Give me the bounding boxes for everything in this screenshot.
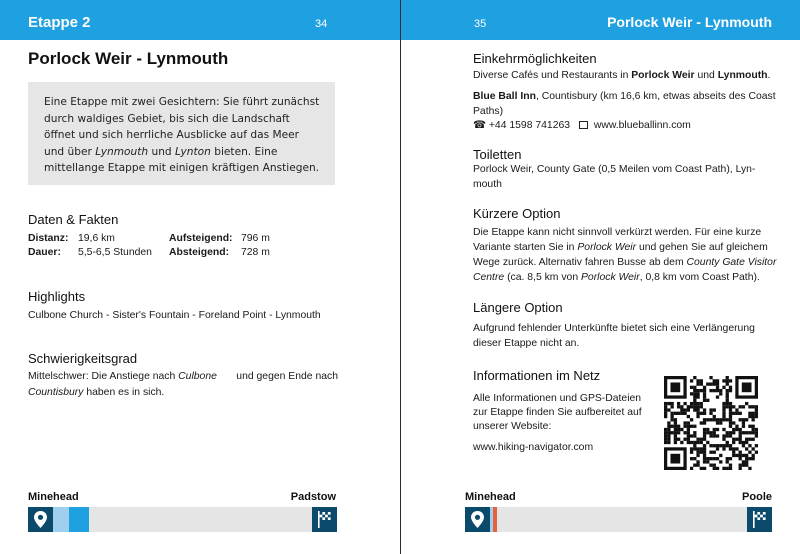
food-place-porlock: Porlock Weir xyxy=(631,70,695,81)
ascent-value: 796 m xyxy=(241,233,270,244)
intro-and: und xyxy=(148,145,175,158)
difficulty-place-culbone: Culbone xyxy=(178,371,217,382)
food-text-1: Diverse Cafés und Restaurants in xyxy=(473,70,632,81)
qr-code-icon[interactable] xyxy=(664,376,758,470)
intro-text-1: Eine Etappe mit zwei Gesichtern: Sie führt zunächst durch waldiges Gebiet, bis sich die Landschaft öffnet und sich herrliche Ausblicke auf das Meer und über xyxy=(44,96,320,158)
intro-box xyxy=(28,82,335,185)
intro-place-lynmouth: Lynmouth xyxy=(95,145,149,158)
shorter-place-centre: Centre xyxy=(473,272,505,283)
net-line-1: Alle Informationen und GPS-Dateien xyxy=(473,393,642,404)
finish-marker-left xyxy=(312,507,337,532)
finish-flag-icon xyxy=(312,507,337,532)
inn-name: Blue Ball Inn xyxy=(473,91,536,102)
shorter-place-porlock: Porlock Weir xyxy=(577,242,637,253)
difficulty-text-3: haben es in sich. xyxy=(83,386,165,398)
longer-heading: Längere Option xyxy=(473,300,563,315)
location-pin-icon xyxy=(28,507,53,532)
shorter-text-4d: , 0,8 km vom Coast Path). xyxy=(639,272,760,283)
difficulty-place-countisbury: Countisbury xyxy=(28,386,84,398)
descent-value: 728 m xyxy=(241,247,270,258)
food-and: und xyxy=(694,70,718,81)
inn-info xyxy=(473,89,776,105)
difficulty-line-2 xyxy=(28,385,338,401)
progress-segment-current xyxy=(69,507,89,532)
route-title: Porlock Weir - Lynmouth xyxy=(607,14,772,30)
difficulty-heading: Schwierigkeitsgrad xyxy=(28,351,138,366)
progress-segment-light xyxy=(53,507,69,532)
inn-contact xyxy=(473,118,691,134)
distance-value: 19,6 km xyxy=(78,233,115,244)
toilets-heading: Toiletten xyxy=(473,147,522,162)
descent-label: Absteigend: xyxy=(169,247,230,258)
inn-website: www.blueballinn.com xyxy=(593,120,691,131)
right-page xyxy=(401,0,800,554)
shorter-text-2a: Variante starten Sie in xyxy=(473,242,578,253)
longer-line-1: Aufgrund fehlender Unterkünfte bietet sich eine Verlängerung xyxy=(473,323,755,334)
progress-segment-marker-right xyxy=(493,507,497,532)
shorter-line-4 xyxy=(473,270,760,286)
duration-label: Dauer: xyxy=(28,247,61,258)
inn-phone: +44 1598 741263 xyxy=(488,120,571,131)
phone-icon: ☎ xyxy=(473,120,486,131)
finish-flag-icon xyxy=(747,507,772,532)
shorter-place-porlock-2: Porlock Weir xyxy=(581,272,640,283)
highlights-heading: Highlights xyxy=(28,289,86,304)
difficulty-text-2: und gegen Ende nach xyxy=(236,371,338,382)
progress-track-right xyxy=(465,507,772,532)
progress-start-left: Minehead xyxy=(28,491,79,503)
highlights-text: Culbone Church - Sister's Fountain - Foreland Point - Lynmouth xyxy=(28,310,321,321)
page-number-right: 35 xyxy=(474,18,487,30)
difficulty-text-1: Mittelschwer: Die Anstiege nach xyxy=(28,371,179,382)
difficulty-text xyxy=(28,369,338,400)
duration-value: 5,5-6,5 Stunden xyxy=(78,247,152,258)
progress-end-right: Poole xyxy=(742,491,772,503)
start-marker-right xyxy=(465,507,490,532)
shorter-heading: Kürzere Option xyxy=(473,206,561,221)
inn-location-1: , Countisbury (km 16,6 km, etwas abseits des Coast xyxy=(535,91,776,102)
right-page-header xyxy=(401,0,800,40)
net-heading: Informationen im Netz xyxy=(473,368,601,383)
start-marker-left xyxy=(28,507,53,532)
longer-line-2: dieser Etappe nicht an. xyxy=(473,338,580,349)
food-heading: Einkehrmöglichkeiten xyxy=(473,51,597,66)
ascent-label: Aufsteigend: xyxy=(169,233,233,244)
toilets-line-1: Porlock Weir, County Gate (0,5 Meilen vom Coast Path), Lyn- xyxy=(473,164,756,175)
net-line-3: unserer Website: xyxy=(473,421,552,432)
shorter-text-2c: und gehen Sie auf gleichem xyxy=(636,242,768,253)
stage-label: Etappe 2 xyxy=(28,14,91,31)
intro-text-2: bieten. Eine mittellange Etappe mit einigen kräftigen Anstiegen. xyxy=(44,145,320,174)
net-url[interactable]: www.hiking-navigator.com xyxy=(473,442,594,453)
shorter-place-county-gate: County Gate Visitor xyxy=(686,257,777,268)
stage-title: Porlock Weir - Lynmouth xyxy=(28,49,229,68)
progress-start-right: Minehead xyxy=(465,491,516,503)
shorter-text-4b: (ca. 8,5 km von xyxy=(504,272,581,283)
food-dot: . xyxy=(767,70,771,81)
shorter-line-3 xyxy=(473,255,776,271)
net-line-2: zur Etappe finden Sie aufbereitet auf xyxy=(473,407,642,418)
left-page-header xyxy=(0,0,400,40)
inn-location-2: Paths) xyxy=(473,106,504,117)
progress-end-left: Padstow xyxy=(290,491,336,503)
distance-label: Distanz: xyxy=(28,233,69,244)
shorter-text-3a: Wege zurück. Alternativ fahren Busse ab dem xyxy=(473,257,687,268)
monitor-icon xyxy=(579,121,588,129)
toilets-line-2: mouth xyxy=(473,179,502,190)
food-place-lynmouth: Lynmouth xyxy=(717,70,768,81)
shorter-line-2 xyxy=(473,240,768,256)
intro-place-lynton: Lynton xyxy=(175,145,211,158)
location-pin-icon xyxy=(465,507,490,532)
difficulty-line-1 xyxy=(28,369,338,385)
page-number-left: 34 xyxy=(315,18,328,30)
finish-marker-right xyxy=(747,507,772,532)
shorter-line-1: Die Etappe kann nicht sinnvoll verkürzt werden. Für eine kurze xyxy=(473,227,762,238)
food-text xyxy=(473,68,770,84)
facts-heading: Daten & Fakten xyxy=(28,212,119,227)
